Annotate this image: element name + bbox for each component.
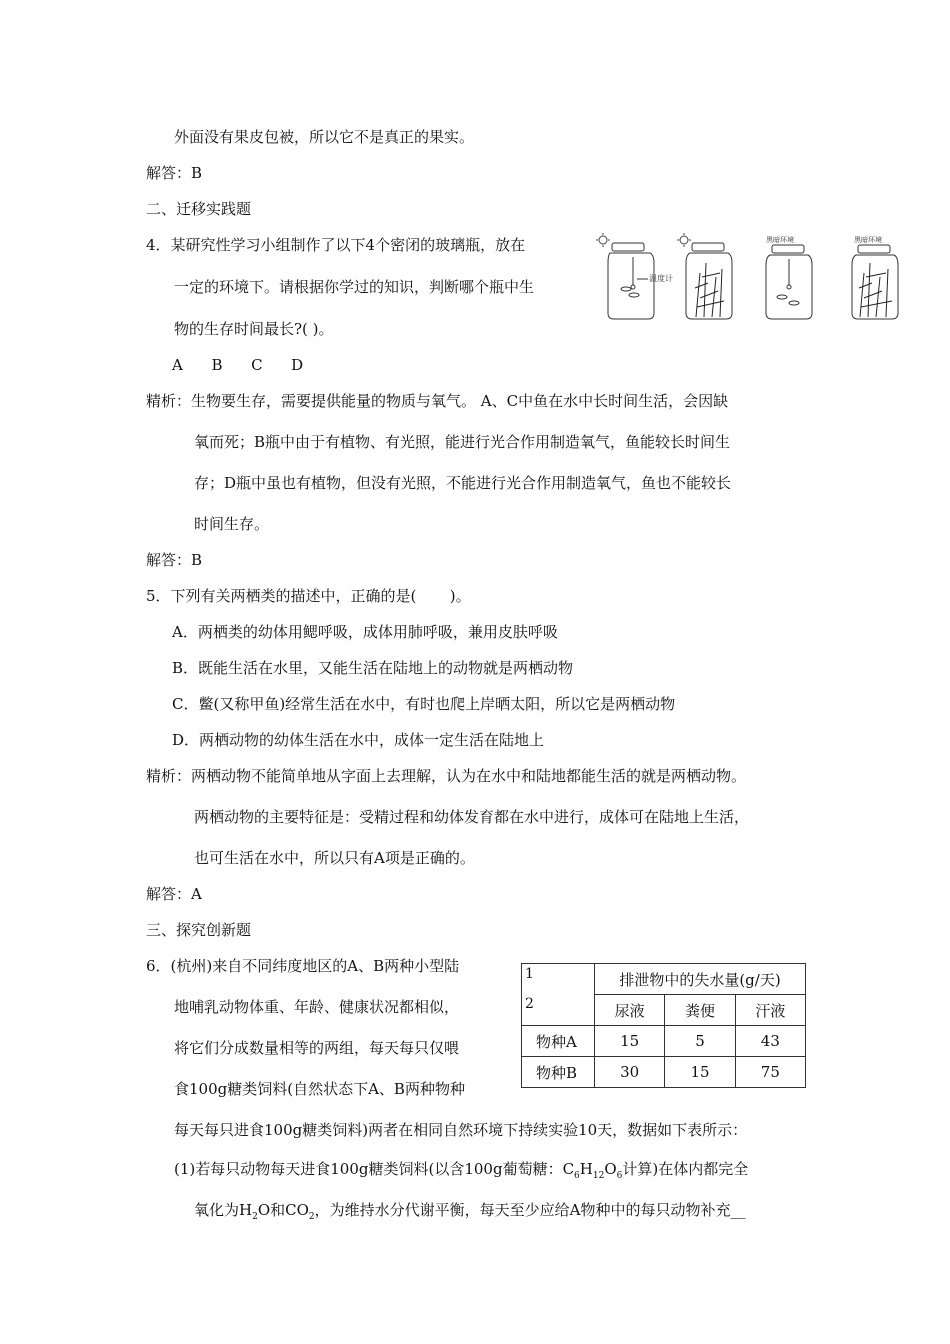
text-line: 氧化为$H_2O$和$CO_2$，为维持水分代谢平衡，每天至少应给A物种中的每只动物补充__: [194, 1201, 746, 1222]
question-6: 6．(杭州)来自不同纬度地区的A、B两种小型陆: [146, 957, 460, 975]
row-label: 物种B: [522, 1057, 595, 1088]
subquestion-1: (1)若每只动物每天进食100g糖类饲料(以含100g葡萄糖：$C_6H_{12}O_6$计算)在体内都完全: [174, 1160, 749, 1181]
column-header: 尿液: [595, 995, 665, 1026]
answer-line: 解答：A: [146, 885, 202, 903]
jar-d: [852, 245, 898, 319]
analysis-line: 精析：生物要生存，需要提供能量的物质与氧气。 A、C中鱼在水中长时间生活，会因缺: [146, 392, 729, 410]
jar-c: [766, 245, 812, 319]
section-heading: 三、探究创新题: [146, 921, 252, 939]
dark-label: 黑暗环境: [766, 236, 794, 244]
row-label: 物种A: [522, 1026, 595, 1057]
dark-label: 黑暗环境: [854, 236, 882, 244]
table-cell: 75: [735, 1057, 805, 1088]
thermometer-icon: [631, 257, 648, 289]
option-d: D．两栖动物的幼体生活在水中，成体一定生活在陆地上: [172, 731, 545, 749]
table-cell: 30: [595, 1057, 665, 1088]
section-heading: 二、迁移实践题: [146, 200, 252, 218]
text-line: 外面没有果皮包被，所以它不是真正的果实。: [174, 128, 475, 146]
jar-figure: [596, 233, 902, 321]
jar-a: [608, 243, 654, 319]
text-line: 一定的环境下。请根据你学过的知识，判断哪个瓶中生: [174, 278, 535, 296]
column-header: 粪便: [665, 995, 735, 1026]
table-corner-cell: 1 2: [522, 964, 595, 1026]
options-line: A B C D: [172, 356, 304, 374]
text-line: 地哺乳动物体重、年龄、健康状况都相似，: [174, 998, 460, 1016]
text-line: 也可生活在水中，所以只有A项是正确的。: [194, 849, 475, 867]
option-a: A．两栖类的幼体用鳃呼吸，成体用肺呼吸，兼用皮肤呼吸: [172, 623, 558, 641]
table-header: 排泄物中的失水量(g/天): [595, 964, 806, 995]
analysis-line: 精析：两栖动物不能简单地从字面上去理解，认为在水中和陆地都能生活的就是两栖动物。: [146, 767, 747, 785]
table-row: [522, 1057, 806, 1088]
text-line: 时间生存。: [194, 515, 270, 533]
text-line: 氧而死；B瓶中由于有植物、有光照，能进行光合作用制造氧气，鱼能较长时间生: [194, 433, 731, 451]
jar-b: [686, 243, 732, 319]
option-b: B．既能生活在水里，又能生活在陆地上的动物就是两栖动物: [172, 659, 574, 677]
thermometer-label: 温度计: [649, 274, 673, 283]
table-cell: 15: [595, 1026, 665, 1057]
text-line: 每天每只进食100g糖类饲料)两者在相同自然环境下持续实验10天，数据如下表所示：: [174, 1121, 748, 1139]
table-cell: 43: [735, 1026, 805, 1057]
text-line: 将它们分成数量相等的两组，每天每只仅喂: [174, 1039, 460, 1057]
answer-line: 解答：B: [146, 551, 203, 569]
text-line: 存；D瓶中虽也有植物，但没有光照，不能进行光合作用制造氧气，鱼也不能较长: [194, 474, 732, 492]
question-4: 4．某研究性学习小组制作了以下4个密闭的玻璃瓶，放在: [146, 236, 526, 254]
column-header: 汗液: [735, 995, 805, 1026]
option-c: C．鳖(又称甲鱼)经常生活在水中，有时也爬上岸晒太阳，所以它是两栖动物: [172, 695, 676, 713]
text-line: 食100g糖类饲料(自然状态下A、B两种物种: [174, 1080, 465, 1098]
text-line: 两栖动物的主要特征是：受精过程和幼体发育都在水中进行，成体可在陆地上生活，: [194, 808, 750, 826]
question-5: 5．下列有关两栖类的描述中，正确的是( )。: [146, 587, 471, 605]
data-table: [521, 963, 806, 1088]
table-cell: 5: [665, 1026, 735, 1057]
table-cell: 15: [665, 1057, 735, 1088]
answer-line: 解答：B: [146, 164, 203, 182]
text-line: 物的生存时间最长?( )。: [174, 320, 334, 338]
table-row: [522, 1026, 806, 1057]
